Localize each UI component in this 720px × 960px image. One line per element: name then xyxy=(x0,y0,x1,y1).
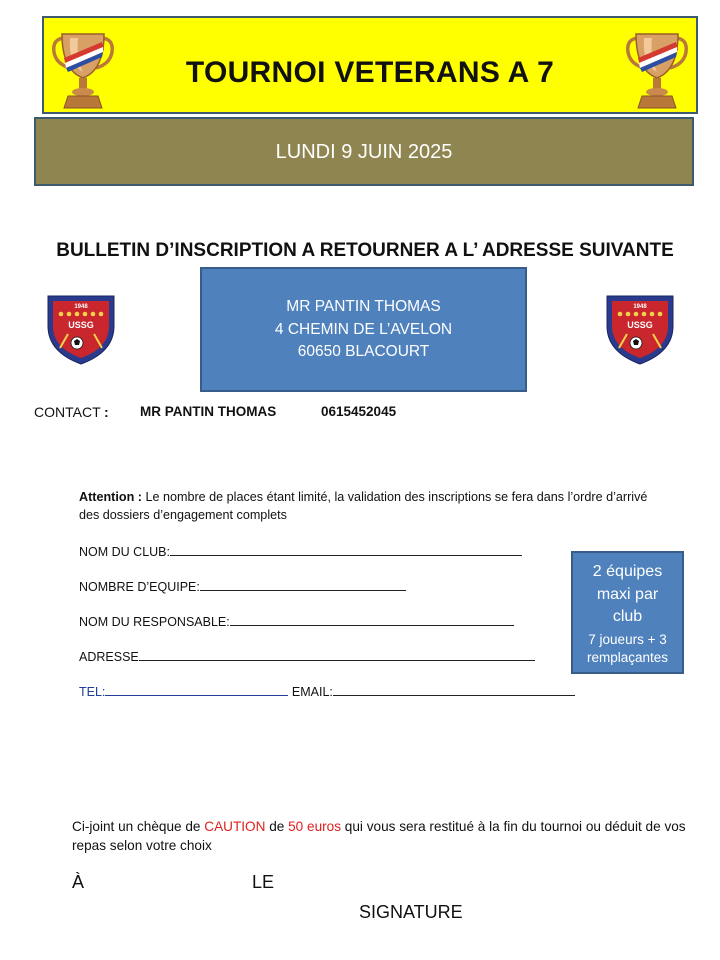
club-name-field[interactable] xyxy=(79,543,522,559)
logo-year: 1948 xyxy=(74,304,88,310)
contact-fields-row xyxy=(79,683,575,699)
logo-name: USSG xyxy=(68,320,94,330)
tel-label: TEL: xyxy=(79,685,106,699)
caution-text-2: de xyxy=(265,819,289,834)
club-crest-logo xyxy=(603,292,677,366)
address-line-city: 60650 BLACOURT xyxy=(297,343,430,360)
teams-info-box xyxy=(571,551,684,674)
date-banner xyxy=(34,117,694,186)
date-label: LE xyxy=(252,872,275,892)
place-label: À xyxy=(72,872,85,892)
caution-text-3: qui vous sera restitué à la fin du tournoi ou déduit de vos repas selon votre choix xyxy=(72,819,686,853)
attention-text: Le nombre de places étant limité, la validation des inscriptions se fera dans l’ordre d’arrivé des dossiers d’engagement complets xyxy=(79,490,648,522)
caution-amount: 50 euros xyxy=(288,819,342,834)
attention-note xyxy=(79,489,649,524)
tel-line[interactable] xyxy=(105,683,288,696)
contact-phone: 0615452045 xyxy=(321,404,397,419)
contact-colon: : xyxy=(104,404,109,420)
contact-name: MR PANTIN THOMAS xyxy=(140,404,277,419)
address-box xyxy=(200,267,527,392)
teams-line-5: remplaçantes xyxy=(586,649,669,665)
contact-label: CONTACT xyxy=(34,404,101,420)
club-name-label: NOM DU CLUB: xyxy=(79,545,170,559)
manager-name-field[interactable] xyxy=(79,613,514,629)
email-line[interactable] xyxy=(333,683,575,696)
address-line[interactable] xyxy=(139,648,535,661)
teams-line-1: 2 équipes xyxy=(592,563,663,580)
caution-text-1: Ci-joint un chèque de xyxy=(72,819,205,834)
email-label: EMAIL: xyxy=(291,685,333,699)
manager-name-line[interactable] xyxy=(230,613,514,626)
team-count-field[interactable] xyxy=(79,578,406,594)
team-count-label: NOMBRE D’EQUIPE: xyxy=(79,580,200,594)
teams-line-3: club xyxy=(612,608,643,625)
trophy-icon xyxy=(622,28,692,112)
logo-year: 1948 xyxy=(633,304,647,310)
event-date: LUNDI 9 JUIN 2025 xyxy=(275,141,453,163)
caution-keyword: CAUTION xyxy=(204,819,266,834)
caution-paragraph xyxy=(72,817,712,855)
club-name-line[interactable] xyxy=(170,543,522,556)
club-crest-logo xyxy=(44,292,118,366)
form-heading: BULLETIN D’INSCRIPTION A RETOURNER A L’ ADRESSE SUIVANTE xyxy=(56,240,674,261)
signature-label: SIGNATURE xyxy=(359,902,463,922)
address-line-name: MR PANTIN THOMAS xyxy=(286,298,441,315)
address-line-street: 4 CHEMIN DE L’AVELON xyxy=(274,320,453,338)
address-label: ADRESSE xyxy=(79,650,139,664)
title-banner xyxy=(42,16,698,114)
logo-name: USSG xyxy=(627,320,653,330)
teams-line-2: maxi par xyxy=(596,585,659,603)
team-count-line[interactable] xyxy=(200,578,406,591)
teams-line-4: 7 joueurs + 3 xyxy=(588,631,667,647)
attention-label: Attention : xyxy=(79,490,142,504)
page-title: TOURNOI VETERANS A 7 xyxy=(185,56,555,89)
manager-name-label: NOM DU RESPONSABLE: xyxy=(79,615,230,629)
address-field[interactable] xyxy=(79,648,535,664)
